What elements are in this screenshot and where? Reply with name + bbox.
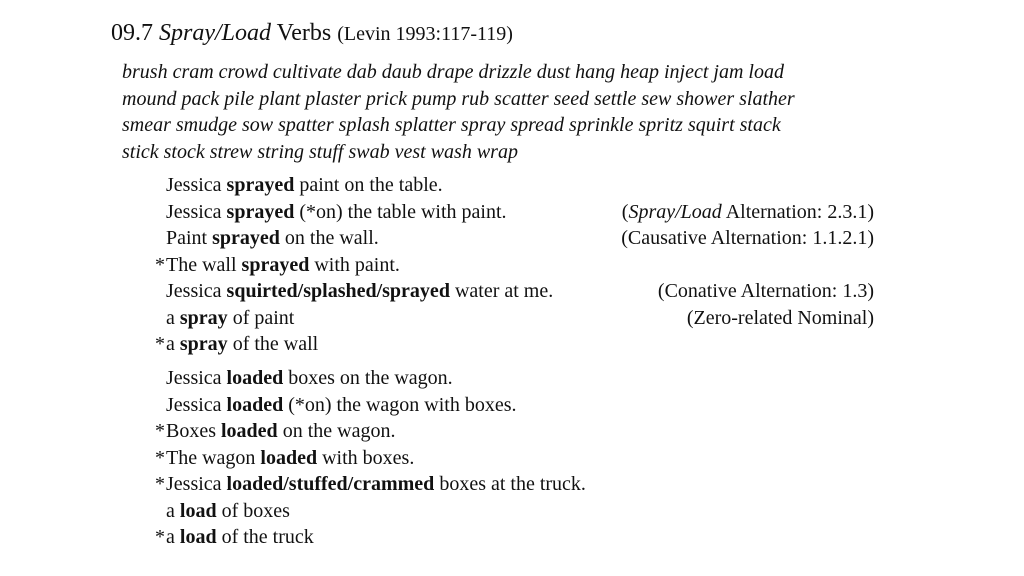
example-sentence [155,225,379,252]
verb-list-line: smear smudge sow spatter splash splatter spray spread sprinkle spritz squirt stack [122,114,781,136]
ungrammatical-marker: * [155,333,165,355]
example-sentence [155,172,443,199]
example-sentence [155,418,395,445]
note-text: (Causative Alternation: 1.1.2.1) [621,227,874,249]
example-text: Jessica [166,473,227,495]
note-text: (Conative Alternation: 1.3) [657,280,874,302]
example-text: The wall [166,253,242,276]
example-text: on the wall. [279,227,379,249]
example-verb: loaded [226,393,284,416]
note-text: ( [621,200,629,223]
ungrammatical-marker: * [155,526,165,548]
verb-list-line: mound pack pile plant plaster prick pump rub scatter seed settle sew shower slather [122,87,795,110]
example-text: a [166,526,180,548]
example-text: of boxes [216,499,290,522]
example-verb: load [179,499,217,522]
example-sentence [155,252,400,279]
example-text: of the wall [227,333,319,355]
note-text: (Zero-related Nominal) [686,306,874,329]
example-sentence [155,199,507,226]
example-text: Paint [166,227,213,249]
example-sentence [155,498,290,525]
example-sentence [155,305,294,332]
example-text: Jessica [166,200,227,223]
example-sentence [155,524,314,551]
example-text: paint on the table. [294,174,443,196]
example-verb: loaded [221,420,278,442]
example-text: water at me. [449,280,554,302]
example-sentence [155,392,517,419]
note-text: Alternation: 2.3.1) [721,200,874,223]
example-verb: squirted/splashed/sprayed [226,280,450,302]
alternation-note [621,225,874,252]
example-text: of the truck [216,526,314,548]
example-text: Jessica [166,280,227,302]
example-verb: loaded [226,367,284,389]
example-text: boxes on the wagon. [283,367,453,389]
section-title-italic: Spray/Load [159,20,272,46]
example-verb: loaded/stuffed/crammed [226,473,435,495]
alternation-note [622,199,874,226]
example-verb: sprayed [212,227,280,249]
example-text: a [166,499,180,522]
ungrammatical-marker: * [155,473,165,495]
example-verb: spray [179,306,228,329]
example-text: a [166,306,180,329]
example-sentence [155,278,553,305]
example-verb: load [179,526,217,548]
ungrammatical-marker: * [155,420,165,442]
section-number: 09.7 [111,20,153,46]
section-heading [111,18,513,49]
example-text: Boxes [166,420,221,442]
example-verb: loaded [260,446,318,469]
example-verb: sprayed [241,253,310,276]
example-verb: sprayed [226,174,295,196]
example-sentence [155,331,318,358]
example-text: with boxes. [317,446,415,469]
verb-list-line: brush cram crowd cultivate dab daub drape drizzle dust hang heap inject jam load [122,61,784,83]
example-text: a [166,333,180,355]
example-verb: spray [179,333,228,355]
example-text: on the wagon. [277,420,396,442]
note-italic: Spray/Load [628,200,722,223]
example-text: with paint. [309,253,400,276]
example-verb: sprayed [226,200,295,223]
example-text: boxes at the truck. [434,473,586,495]
example-text: Jessica [166,174,227,196]
verb-list-line: stick stock strew string stuff swab vest wash wrap [122,140,518,163]
section-title-rest: Verbs [276,20,332,46]
example-text: (*on) the table with paint. [294,200,507,223]
example-text: Jessica [166,367,227,389]
alternation-note [687,305,874,332]
example-text: (*on) the wagon with boxes. [283,393,517,416]
example-text: of paint [227,306,295,329]
example-text: Jessica [166,393,227,416]
section-citation: (Levin 1993:117-119) [337,23,513,45]
example-sentence [155,471,586,498]
verb-list [122,59,912,165]
alternation-note [658,278,874,305]
ungrammatical-marker: * [155,253,165,276]
example-sentence [155,365,453,392]
ungrammatical-marker: * [155,446,165,469]
example-sentence [155,445,414,472]
example-text: The wagon [166,446,261,469]
